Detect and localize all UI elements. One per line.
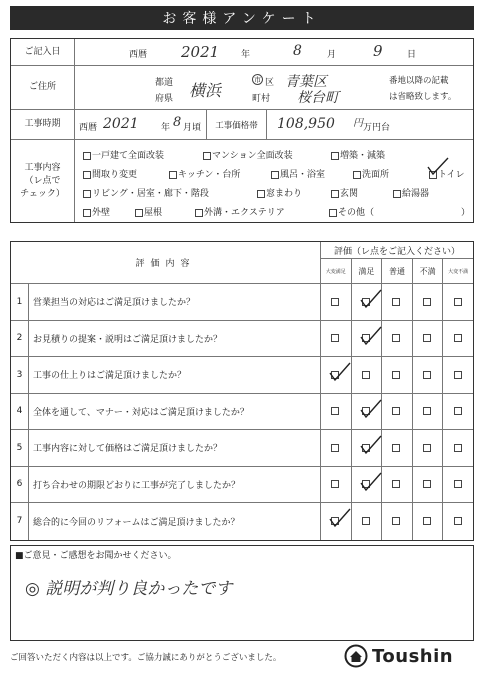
comment-label: ■ご意見・ご感想をお聞かせください。 [15, 551, 177, 561]
entry-date-row: ご記入日 西暦 2021 年 8 月 9 日 [11, 39, 473, 66]
rating-checkbox[interactable] [362, 517, 370, 525]
rating-checkbox[interactable] [454, 517, 462, 525]
town-value[interactable]: 桜台町 [297, 90, 339, 106]
work-year-value[interactable]: 2021 [103, 116, 139, 132]
rating-checkbox[interactable] [362, 371, 370, 379]
rating-checkbox[interactable] [454, 298, 462, 306]
question-row [11, 321, 473, 358]
rating-checkbox[interactable] [331, 480, 339, 488]
page-title: お客様アンケート [10, 6, 474, 30]
option-windows[interactable]: 窓まわり [257, 186, 302, 199]
question-number: 7 [11, 503, 29, 540]
house-logo-icon [344, 644, 368, 668]
rating-checkbox[interactable] [392, 371, 400, 379]
price-value[interactable]: 108,950 [277, 116, 335, 132]
address-label: ご住所 [11, 66, 75, 109]
price-range-label: 工事価格帯 [207, 110, 267, 139]
customer-info-table [10, 38, 474, 223]
question-list [11, 284, 473, 540]
comment-box [10, 545, 474, 641]
option-other[interactable]: その他（ [329, 205, 374, 218]
checkmark-icon [329, 507, 351, 529]
evaluation-table [10, 241, 474, 541]
question-number: 5 [11, 430, 29, 466]
option-bathroom[interactable]: 風呂・浴室 [271, 167, 325, 180]
work-content-label: 工事内容 （レ点で チェック） [11, 140, 75, 222]
question-row [11, 430, 473, 467]
option-washroom[interactable]: 洗面所 [353, 167, 389, 180]
question-row [11, 394, 473, 431]
entry-year-value[interactable]: 2021 [181, 43, 220, 61]
rating-checkbox[interactable] [331, 334, 339, 342]
rating-checkbox[interactable] [331, 444, 339, 452]
rating-checkbox[interactable] [423, 407, 431, 415]
question-row [11, 503, 473, 540]
option-condo[interactable]: マンション全面改装 [203, 148, 293, 161]
rating-checkbox[interactable] [454, 407, 462, 415]
question-row [11, 467, 473, 504]
question-number: 3 [11, 357, 29, 393]
rating-checkbox[interactable] [331, 298, 339, 306]
work-month-value[interactable]: 8 [173, 115, 182, 130]
option-water-heater[interactable]: 給湯器 [393, 186, 429, 199]
entry-date-label: ご記入日 [11, 39, 75, 65]
rating-checkbox[interactable] [423, 334, 431, 342]
question-number: 1 [11, 284, 29, 320]
checkmark-icon [427, 157, 449, 177]
entry-day-value[interactable]: 9 [373, 42, 383, 60]
option-kitchen[interactable]: キッチン・台所 [169, 167, 240, 180]
address-row: ご住所 都道 府県 横浜 市 区 町村 青葉区 桜台町 番地以降の記載 は省略致します。 [11, 66, 473, 110]
option-entrance[interactable]: 玄関 [331, 186, 358, 199]
brand-name: Toushin [372, 645, 454, 667]
rating-checkbox[interactable] [423, 298, 431, 306]
rating-checkbox[interactable] [454, 334, 462, 342]
question-number: 2 [11, 321, 29, 357]
rating-checkbox[interactable] [392, 298, 400, 306]
work-period-row: 工事時期 西暦 2021 年 8 月頃 工事価格帯 108,950 円 万円台 [11, 110, 473, 140]
rating-checkbox[interactable] [454, 480, 462, 488]
checkmark-icon [360, 434, 382, 456]
ward-value[interactable]: 青葉区 [285, 74, 327, 90]
rating-checkbox[interactable] [392, 407, 400, 415]
footer-text: ご回答いただく内容は以上です。ご協力誠にありがとうございました。 [10, 653, 282, 663]
checkmark-icon [360, 325, 382, 347]
checkmark-icon [360, 471, 382, 493]
question-text: 営業担当の対応はご満足頂けましたか？ [29, 284, 321, 320]
rating-checkbox[interactable] [454, 444, 462, 452]
rating-checkbox[interactable] [454, 371, 462, 379]
rating-checkbox[interactable] [423, 517, 431, 525]
question-row [11, 357, 473, 394]
option-extension[interactable]: 増築・減築 [331, 148, 385, 161]
question-number: 4 [11, 394, 29, 430]
rating-checkbox[interactable] [423, 480, 431, 488]
rating-checkbox[interactable] [423, 444, 431, 452]
question-text: 総合的に今回のリフォームはご満足頂けましたか？ [29, 503, 321, 540]
prefecture-value[interactable]: 横浜 [189, 81, 222, 100]
checkmark-icon [329, 361, 351, 383]
option-exterior-wall[interactable]: 外壁 [83, 205, 110, 218]
rating-checkbox[interactable] [392, 517, 400, 525]
option-roof[interactable]: 屋根 [135, 205, 162, 218]
rating-checkbox[interactable] [423, 371, 431, 379]
rating-checkbox[interactable] [392, 334, 400, 342]
work-content-row [11, 140, 473, 222]
question-number: 6 [11, 467, 29, 503]
option-layout-change[interactable]: 間取り変更 [83, 167, 137, 180]
comment-text[interactable]: ◎ 説明が判り良かったです [25, 579, 233, 599]
rating-checkbox[interactable] [392, 480, 400, 488]
option-living-room[interactable]: リビング・居室・廊下・階段 [83, 186, 209, 199]
question-row [11, 284, 473, 321]
question-text: 工事の仕上りはご満足頂けましたか？ [29, 357, 321, 393]
question-text: お見積りの提案・説明はご満足頂けましたか？ [29, 321, 321, 357]
question-text: 打ち合わせの期限どおりに工事が完了しましたか？ [29, 467, 321, 503]
option-detached-house[interactable]: 一戸建て全面改装 [83, 148, 164, 161]
checkmark-icon [360, 288, 382, 310]
question-text: 全体を通して、マナー・対応はご満足頂けましたか？ [29, 394, 321, 430]
rating-checkbox[interactable] [331, 407, 339, 415]
option-toilet[interactable]: トイレ [429, 167, 465, 180]
option-exterior[interactable]: 外溝・エクステリア [195, 205, 285, 218]
work-content-options: 一戸建て全面改装 マンション全面改装 増築・減築 間取り変更 キッチン・台所 風呂・浴室 洗面所 トイレ リビング・居室・廊下・階段 窓まわり 玄関 給湯器 外壁 屋根 外溝・エクステリア その他（ ） [75, 140, 473, 222]
brand-logo [344, 644, 453, 668]
entry-month-value[interactable]: 8 [293, 43, 302, 59]
work-period-label: 工事時期 [11, 110, 75, 139]
rating-checkbox[interactable] [392, 444, 400, 452]
evaluation-header: 評価内容 評価（レ点をご記入ください） 大変満足 満足 普通 不満 大変不満 [11, 242, 473, 284]
checkmark-icon [360, 398, 382, 420]
question-text: 工事内容に対して価格はご満足頂けましたか？ [29, 430, 321, 466]
